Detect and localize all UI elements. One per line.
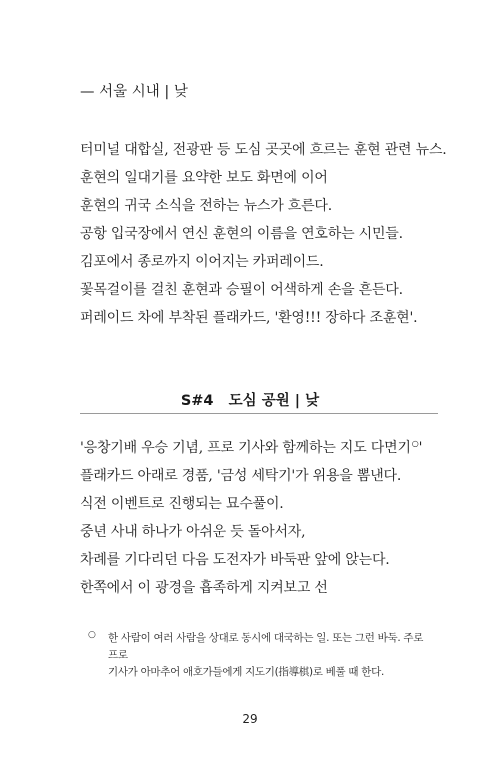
section-divider <box>80 413 438 414</box>
page-number: 29 <box>242 712 258 726</box>
paragraph-line: 한쪽에서 이 광경을 흡족하게 지켜보고 선 <box>80 580 328 596</box>
paragraph-line: 꽃목걸이를 걸친 훈현과 승필이 어색하게 손을 흔든다. <box>80 282 403 298</box>
footnote <box>88 630 428 681</box>
scene-number: S#4 <box>180 393 214 409</box>
scene-location: 도심 공원 | 낮 <box>228 393 320 409</box>
scene-title <box>0 389 500 410</box>
closing-quote: ' <box>418 440 423 456</box>
paragraph-line: 퍼레이드 차에 부착된 플래카드, '환영!!! 장하다 조훈현'. <box>80 310 418 326</box>
paragraph-line: 공항 입국장에서 연신 훈현의 이름을 연호하는 시민들. <box>80 226 403 242</box>
paragraph-line: 김포에서 종로까지 이어지는 카퍼레이드. <box>80 254 324 270</box>
footnote-marker: ○ <box>88 630 96 640</box>
footnote-reference-mark: ○ <box>411 439 419 448</box>
paragraph-line: 훈현의 일대기를 요약한 보도 화면에 이어 <box>80 170 328 186</box>
paragraph-2 <box>80 434 440 602</box>
paragraph-1 <box>80 136 447 332</box>
scene-heading: — 서울 시내 | 낮 <box>80 84 188 100</box>
paragraph-line: 식전 이벤트로 진행되는 묘수풀이. <box>80 496 284 512</box>
paragraph-line: 차례를 기다리던 다음 도전자가 바둑판 앞에 앉는다. <box>80 552 390 568</box>
paragraph-line: 중년 사내 하나가 아쉬운 듯 돌아서자, <box>80 524 306 540</box>
paragraph-line: 터미널 대합실, 전광판 등 도심 곳곳에 흐르는 훈현 관련 뉴스. <box>80 142 447 158</box>
paragraph-line: 플래카드 아래로 경품, '금성 세탁기'가 위용을 뽐낸다. <box>80 468 402 484</box>
paragraph-line: 훈현의 귀국 소식을 전하는 뉴스가 흐른다. <box>80 198 333 214</box>
footnote-line: 기사가 아마추어 애호가들에게 지도기(指導棋)로 베풀 때 한다. <box>108 666 385 678</box>
paragraph-line <box>80 434 440 462</box>
line-text: '응창기배 우승 기념, 프로 기사와 함께하는 지도 다면기 <box>80 440 411 456</box>
footnote-line: 한 사람이 여러 사람을 상대로 동시에 대국하는 일. 또는 그런 바둑. 주로 프로 <box>108 632 424 661</box>
